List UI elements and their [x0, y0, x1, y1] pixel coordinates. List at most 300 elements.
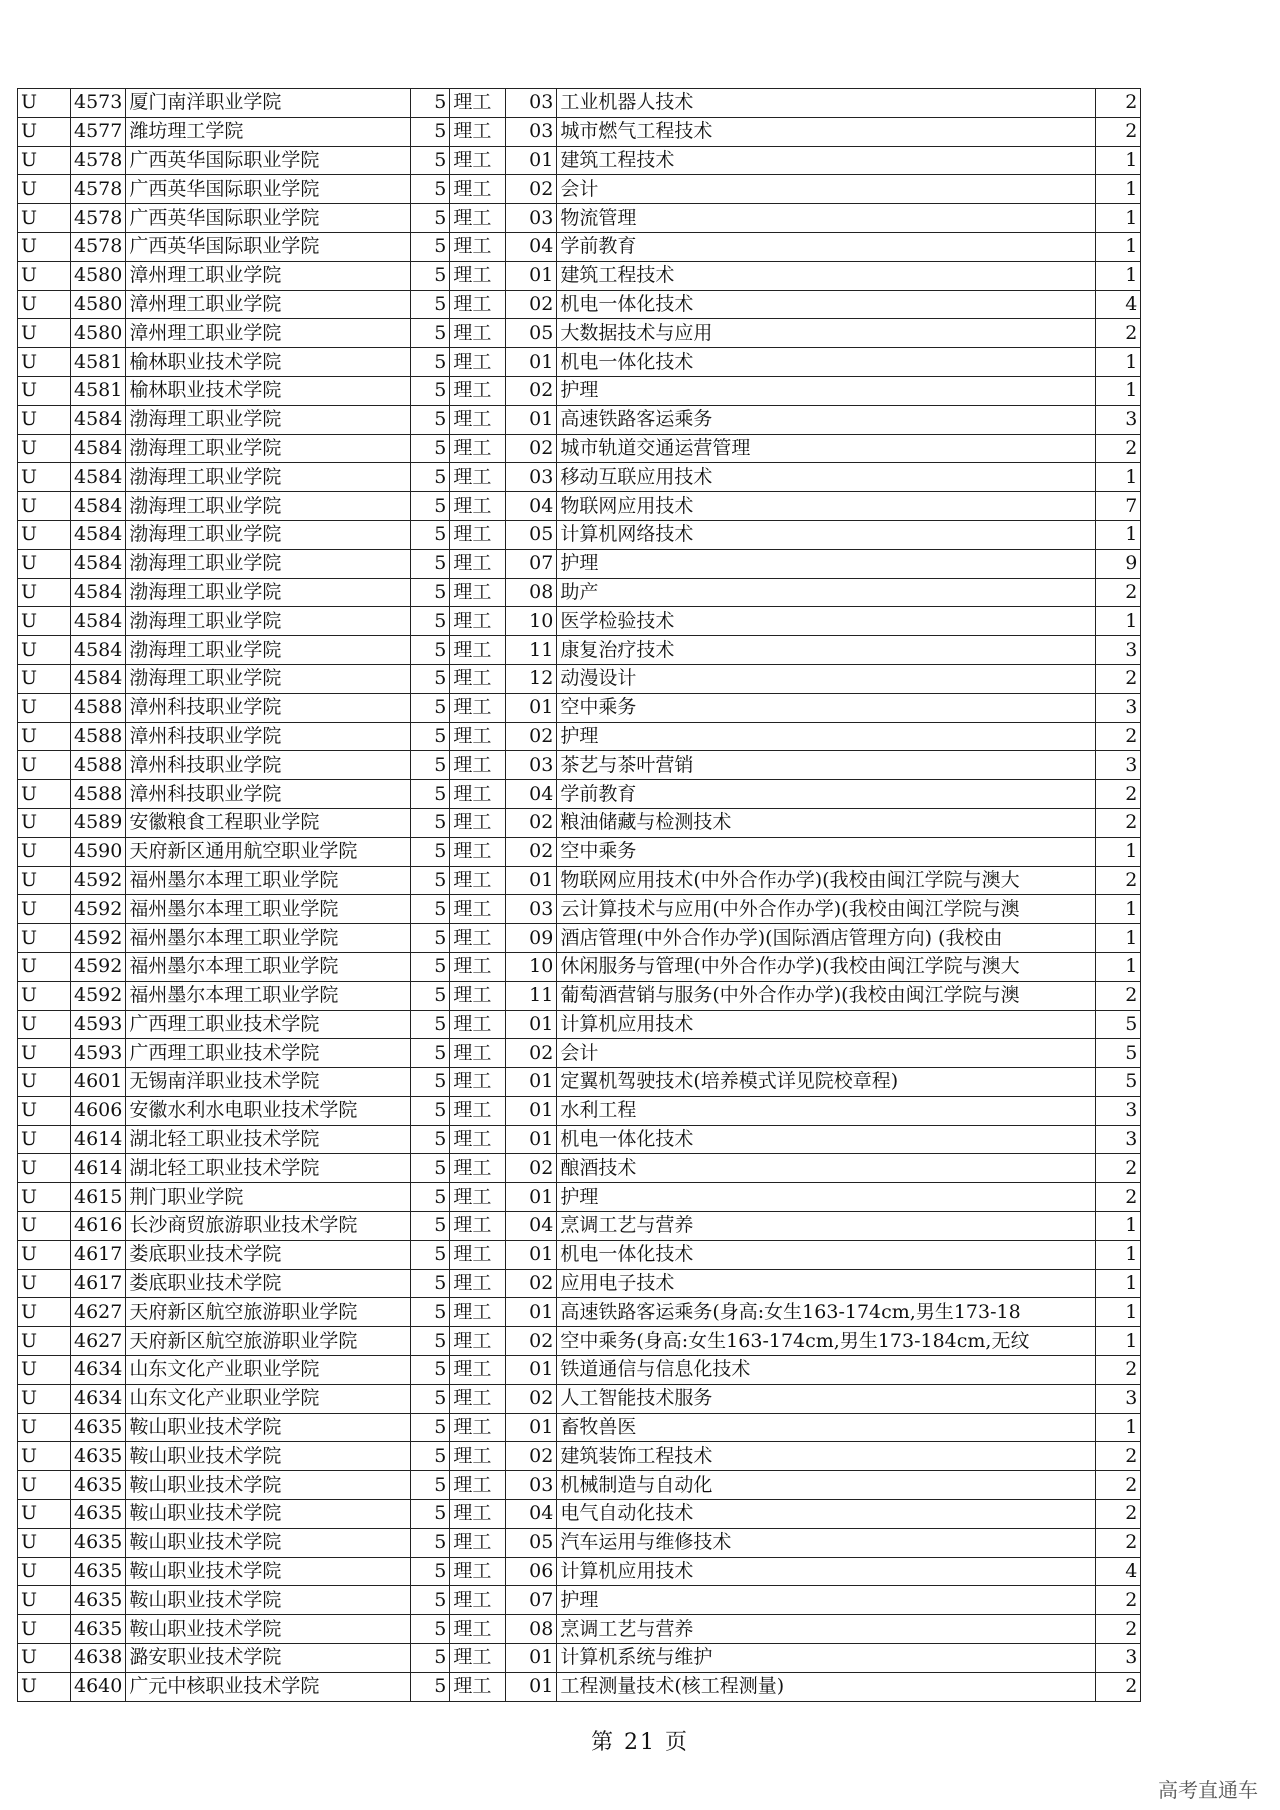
- plan-count-cell: 5: [1096, 1010, 1141, 1039]
- years-cell: 5: [411, 434, 450, 463]
- school-name-cell: 鞍山职业技术学院: [126, 1586, 411, 1615]
- years-cell: 5: [411, 837, 450, 866]
- batch-cell: U: [18, 1586, 71, 1615]
- major-code-cell: 05: [506, 1528, 557, 1557]
- years-cell: 5: [411, 952, 450, 981]
- school-name-cell: 娄底职业技术学院: [126, 1269, 411, 1298]
- years-cell: 5: [411, 1240, 450, 1269]
- category-cell: 理工: [450, 837, 506, 866]
- plan-count-cell: 3: [1096, 1384, 1141, 1413]
- years-cell: 5: [411, 204, 450, 233]
- plan-count-cell: 3: [1096, 1096, 1141, 1125]
- school-name-cell: 广西英华国际职业学院: [126, 146, 411, 175]
- table-row: [18, 492, 1141, 521]
- years-cell: 5: [411, 405, 450, 434]
- major-name-cell: 机械制造与自动化: [557, 1471, 1096, 1500]
- major-name-cell: 酿酒技术: [557, 1154, 1096, 1183]
- category-cell: 理工: [450, 1212, 506, 1241]
- school-name-cell: 福州墨尔本理工职业学院: [126, 924, 411, 953]
- batch-cell: U: [18, 290, 71, 319]
- plan-count-cell: 1: [1096, 232, 1141, 261]
- major-name-cell: 城市燃气工程技术: [557, 117, 1096, 146]
- major-code-cell: 11: [506, 981, 557, 1010]
- school-name-cell: 渤海理工职业学院: [126, 664, 411, 693]
- major-code-cell: 03: [506, 463, 557, 492]
- batch-cell: U: [18, 607, 71, 636]
- school-name-cell: 潞安职业技术学院: [126, 1644, 411, 1673]
- plan-count-cell: 3: [1096, 751, 1141, 780]
- school-name-cell: 湖北轻工职业技术学院: [126, 1125, 411, 1154]
- table-row: [18, 1471, 1141, 1500]
- major-code-cell: 12: [506, 664, 557, 693]
- major-code-cell: 02: [506, 434, 557, 463]
- category-cell: 理工: [450, 693, 506, 722]
- years-cell: 5: [411, 1672, 450, 1701]
- years-cell: 5: [411, 146, 450, 175]
- school-name-cell: 鞍山职业技术学院: [126, 1528, 411, 1557]
- category-cell: 理工: [450, 1068, 506, 1097]
- batch-cell: U: [18, 636, 71, 665]
- school-name-cell: 山东文化产业职业学院: [126, 1384, 411, 1413]
- school-name-cell: 鞍山职业技术学院: [126, 1442, 411, 1471]
- major-name-cell: 机电一体化技术: [557, 348, 1096, 377]
- plan-count-cell: 1: [1096, 463, 1141, 492]
- major-name-cell: 粮油储藏与检测技术: [557, 808, 1096, 837]
- category-cell: 理工: [450, 1442, 506, 1471]
- school-name-cell: 无锡南洋职业技术学院: [126, 1068, 411, 1097]
- table-row: [18, 664, 1141, 693]
- table-row: [18, 549, 1141, 578]
- school-code-cell: 4635: [71, 1442, 126, 1471]
- table-row: [18, 636, 1141, 665]
- plan-count-cell: 2: [1096, 1586, 1141, 1615]
- major-code-cell: 03: [506, 1471, 557, 1500]
- batch-cell: U: [18, 1096, 71, 1125]
- table-body: [18, 89, 1141, 1702]
- major-code-cell: 11: [506, 636, 557, 665]
- table-row: [18, 1615, 1141, 1644]
- major-code-cell: 02: [506, 1327, 557, 1356]
- plan-count-cell: 2: [1096, 319, 1141, 348]
- years-cell: 5: [411, 1327, 450, 1356]
- table-row: [18, 1644, 1141, 1673]
- years-cell: 5: [411, 1039, 450, 1068]
- years-cell: 5: [411, 866, 450, 895]
- major-name-cell: 休闲服务与管理(中外合作办学)(我校由闽江学院与澳大: [557, 952, 1096, 981]
- major-name-cell: 茶艺与茶叶营销: [557, 751, 1096, 780]
- years-cell: 5: [411, 376, 450, 405]
- table-row: [18, 520, 1141, 549]
- school-name-cell: 榆林职业技术学院: [126, 348, 411, 377]
- category-cell: 理工: [450, 1672, 506, 1701]
- major-name-cell: 计算机应用技术: [557, 1010, 1096, 1039]
- category-cell: 理工: [450, 1528, 506, 1557]
- school-name-cell: 山东文化产业职业学院: [126, 1356, 411, 1385]
- major-name-cell: 建筑工程技术: [557, 261, 1096, 290]
- major-name-cell: 物联网应用技术: [557, 492, 1096, 521]
- major-name-cell: 城市轨道交通运营管理: [557, 434, 1096, 463]
- school-code-cell: 4640: [71, 1672, 126, 1701]
- major-name-cell: 建筑工程技术: [557, 146, 1096, 175]
- major-name-cell: 护理: [557, 549, 1096, 578]
- table-row: [18, 751, 1141, 780]
- batch-cell: U: [18, 1039, 71, 1068]
- school-code-cell: 4592: [71, 924, 126, 953]
- category-cell: 理工: [450, 175, 506, 204]
- category-cell: 理工: [450, 376, 506, 405]
- school-code-cell: 4588: [71, 780, 126, 809]
- table-row: [18, 837, 1141, 866]
- years-cell: 5: [411, 1384, 450, 1413]
- plan-count-cell: 2: [1096, 89, 1141, 118]
- years-cell: 5: [411, 348, 450, 377]
- school-code-cell: 4584: [71, 549, 126, 578]
- batch-cell: U: [18, 837, 71, 866]
- plan-count-cell: 2: [1096, 1471, 1141, 1500]
- table-row: [18, 1528, 1141, 1557]
- major-name-cell: 建筑装饰工程技术: [557, 1442, 1096, 1471]
- batch-cell: U: [18, 1615, 71, 1644]
- plan-count-cell: 2: [1096, 1528, 1141, 1557]
- table-row: [18, 348, 1141, 377]
- school-name-cell: 渤海理工职业学院: [126, 405, 411, 434]
- plan-count-cell: 9: [1096, 549, 1141, 578]
- plan-count-cell: 2: [1096, 1183, 1141, 1212]
- category-cell: 理工: [450, 348, 506, 377]
- school-code-cell: 4627: [71, 1298, 126, 1327]
- major-code-cell: 08: [506, 578, 557, 607]
- major-name-cell: 烹调工艺与营养: [557, 1615, 1096, 1644]
- major-name-cell: 水利工程: [557, 1096, 1096, 1125]
- category-cell: 理工: [450, 1125, 506, 1154]
- school-code-cell: 4584: [71, 520, 126, 549]
- major-code-cell: 01: [506, 1068, 557, 1097]
- school-code-cell: 4635: [71, 1471, 126, 1500]
- years-cell: 5: [411, 751, 450, 780]
- category-cell: 理工: [450, 434, 506, 463]
- major-name-cell: 高速铁路客运乘务: [557, 405, 1096, 434]
- major-code-cell: 01: [506, 1096, 557, 1125]
- major-code-cell: 03: [506, 89, 557, 118]
- batch-cell: U: [18, 1068, 71, 1097]
- table-row: [18, 895, 1141, 924]
- plan-count-cell: 1: [1096, 1327, 1141, 1356]
- major-name-cell: 空中乘务(身高:女生163-174cm,男生173-184cm,无纹: [557, 1327, 1096, 1356]
- table-row: [18, 981, 1141, 1010]
- plan-count-cell: 1: [1096, 924, 1141, 953]
- school-code-cell: 4592: [71, 952, 126, 981]
- batch-cell: U: [18, 1240, 71, 1269]
- batch-cell: U: [18, 1557, 71, 1586]
- major-code-cell: 09: [506, 924, 557, 953]
- category-cell: 理工: [450, 1586, 506, 1615]
- years-cell: 5: [411, 981, 450, 1010]
- batch-cell: U: [18, 520, 71, 549]
- major-code-cell: 04: [506, 492, 557, 521]
- school-name-cell: 渤海理工职业学院: [126, 636, 411, 665]
- plan-count-cell: 2: [1096, 1154, 1141, 1183]
- plan-count-cell: 2: [1096, 1500, 1141, 1529]
- batch-cell: U: [18, 492, 71, 521]
- major-code-cell: 08: [506, 1615, 557, 1644]
- years-cell: 5: [411, 319, 450, 348]
- major-name-cell: 护理: [557, 376, 1096, 405]
- school-code-cell: 4580: [71, 261, 126, 290]
- major-code-cell: 02: [506, 722, 557, 751]
- table-row: [18, 1557, 1141, 1586]
- school-code-cell: 4635: [71, 1586, 126, 1615]
- plan-count-cell: 1: [1096, 261, 1141, 290]
- school-name-cell: 榆林职业技术学院: [126, 376, 411, 405]
- batch-cell: U: [18, 664, 71, 693]
- category-cell: 理工: [450, 1327, 506, 1356]
- major-name-cell: 护理: [557, 1586, 1096, 1615]
- school-code-cell: 4615: [71, 1183, 126, 1212]
- category-cell: 理工: [450, 1010, 506, 1039]
- school-name-cell: 漳州科技职业学院: [126, 751, 411, 780]
- school-name-cell: 广西英华国际职业学院: [126, 204, 411, 233]
- plan-count-cell: 3: [1096, 693, 1141, 722]
- school-code-cell: 4584: [71, 636, 126, 665]
- table-row: [18, 1500, 1141, 1529]
- school-name-cell: 漳州科技职业学院: [126, 693, 411, 722]
- years-cell: 5: [411, 520, 450, 549]
- table-row: [18, 204, 1141, 233]
- plan-count-cell: 5: [1096, 1068, 1141, 1097]
- years-cell: 5: [411, 1557, 450, 1586]
- batch-cell: U: [18, 1298, 71, 1327]
- table-row: [18, 405, 1141, 434]
- years-cell: 5: [411, 1269, 450, 1298]
- plan-count-cell: 3: [1096, 636, 1141, 665]
- school-name-cell: 广元中核职业技术学院: [126, 1672, 411, 1701]
- table-row: [18, 376, 1141, 405]
- major-name-cell: 工业机器人技术: [557, 89, 1096, 118]
- major-code-cell: 06: [506, 1557, 557, 1586]
- school-code-cell: 4616: [71, 1212, 126, 1241]
- table-row: [18, 1356, 1141, 1385]
- category-cell: 理工: [450, 1298, 506, 1327]
- plan-count-cell: 2: [1096, 434, 1141, 463]
- plan-count-cell: 1: [1096, 1298, 1141, 1327]
- category-cell: 理工: [450, 924, 506, 953]
- category-cell: 理工: [450, 117, 506, 146]
- plan-count-cell: 1: [1096, 520, 1141, 549]
- major-code-cell: 01: [506, 348, 557, 377]
- table-row: [18, 1586, 1141, 1615]
- plan-count-cell: 1: [1096, 1240, 1141, 1269]
- major-code-cell: 04: [506, 780, 557, 809]
- major-code-cell: 07: [506, 1586, 557, 1615]
- admission-plan-table: [17, 88, 1141, 1702]
- school-name-cell: 渤海理工职业学院: [126, 492, 411, 521]
- school-name-cell: 漳州科技职业学院: [126, 722, 411, 751]
- plan-count-cell: 2: [1096, 722, 1141, 751]
- school-code-cell: 4601: [71, 1068, 126, 1097]
- category-cell: 理工: [450, 895, 506, 924]
- years-cell: 5: [411, 636, 450, 665]
- table-row: [18, 463, 1141, 492]
- school-code-cell: 4592: [71, 981, 126, 1010]
- category-cell: 理工: [450, 290, 506, 319]
- school-code-cell: 4638: [71, 1644, 126, 1673]
- category-cell: 理工: [450, 1644, 506, 1673]
- table-row: [18, 1298, 1141, 1327]
- school-code-cell: 4580: [71, 290, 126, 319]
- batch-cell: U: [18, 434, 71, 463]
- category-cell: 理工: [450, 1096, 506, 1125]
- table-row: [18, 1384, 1141, 1413]
- batch-cell: U: [18, 261, 71, 290]
- years-cell: 5: [411, 1154, 450, 1183]
- table-row: [18, 146, 1141, 175]
- major-name-cell: 学前教育: [557, 780, 1096, 809]
- category-cell: 理工: [450, 981, 506, 1010]
- years-cell: 5: [411, 924, 450, 953]
- school-code-cell: 4614: [71, 1154, 126, 1183]
- batch-cell: U: [18, 578, 71, 607]
- years-cell: 5: [411, 578, 450, 607]
- plan-count-cell: 2: [1096, 117, 1141, 146]
- school-name-cell: 厦门南洋职业学院: [126, 89, 411, 118]
- years-cell: 5: [411, 549, 450, 578]
- years-cell: 5: [411, 232, 450, 261]
- plan-count-cell: 1: [1096, 952, 1141, 981]
- category-cell: 理工: [450, 1384, 506, 1413]
- school-code-cell: 4606: [71, 1096, 126, 1125]
- school-code-cell: 4635: [71, 1557, 126, 1586]
- category-cell: 理工: [450, 1615, 506, 1644]
- table-row: [18, 1269, 1141, 1298]
- school-name-cell: 娄底职业技术学院: [126, 1240, 411, 1269]
- table-row: [18, 1096, 1141, 1125]
- school-code-cell: 4634: [71, 1356, 126, 1385]
- batch-cell: U: [18, 1212, 71, 1241]
- batch-cell: U: [18, 1327, 71, 1356]
- batch-cell: U: [18, 1154, 71, 1183]
- major-code-cell: 02: [506, 1039, 557, 1068]
- major-code-cell: 01: [506, 1356, 557, 1385]
- school-name-cell: 福州墨尔本理工职业学院: [126, 895, 411, 924]
- plan-count-cell: 1: [1096, 895, 1141, 924]
- major-code-cell: 04: [506, 1212, 557, 1241]
- major-code-cell: 02: [506, 1269, 557, 1298]
- table-row: [18, 808, 1141, 837]
- major-code-cell: 02: [506, 376, 557, 405]
- plan-count-cell: 1: [1096, 1269, 1141, 1298]
- category-cell: 理工: [450, 232, 506, 261]
- table-row: [18, 1212, 1141, 1241]
- school-name-cell: 漳州科技职业学院: [126, 780, 411, 809]
- major-name-cell: 计算机系统与维护: [557, 1644, 1096, 1673]
- major-code-cell: 01: [506, 1125, 557, 1154]
- school-code-cell: 4593: [71, 1039, 126, 1068]
- batch-cell: U: [18, 146, 71, 175]
- school-code-cell: 4584: [71, 492, 126, 521]
- school-code-cell: 4634: [71, 1384, 126, 1413]
- major-code-cell: 01: [506, 693, 557, 722]
- plan-count-cell: 3: [1096, 405, 1141, 434]
- school-name-cell: 福州墨尔本理工职业学院: [126, 981, 411, 1010]
- table-row: [18, 175, 1141, 204]
- school-name-cell: 天府新区航空旅游职业学院: [126, 1327, 411, 1356]
- years-cell: 5: [411, 1068, 450, 1097]
- years-cell: 5: [411, 1644, 450, 1673]
- years-cell: 5: [411, 1528, 450, 1557]
- plan-count-cell: 2: [1096, 1672, 1141, 1701]
- plan-count-cell: 2: [1096, 866, 1141, 895]
- table-row: [18, 319, 1141, 348]
- school-code-cell: 4578: [71, 232, 126, 261]
- batch-cell: U: [18, 952, 71, 981]
- major-name-cell: 物流管理: [557, 204, 1096, 233]
- major-code-cell: 01: [506, 1644, 557, 1673]
- school-name-cell: 鞍山职业技术学院: [126, 1471, 411, 1500]
- batch-cell: U: [18, 895, 71, 924]
- batch-cell: U: [18, 175, 71, 204]
- school-name-cell: 漳州理工职业学院: [126, 290, 411, 319]
- category-cell: 理工: [450, 1240, 506, 1269]
- plan-count-cell: 2: [1096, 1615, 1141, 1644]
- table-row: [18, 1068, 1141, 1097]
- major-name-cell: 铁道通信与信息化技术: [557, 1356, 1096, 1385]
- table-row: [18, 780, 1141, 809]
- category-cell: 理工: [450, 751, 506, 780]
- major-name-cell: 移动互联应用技术: [557, 463, 1096, 492]
- table-row: [18, 261, 1141, 290]
- plan-count-cell: 1: [1096, 204, 1141, 233]
- major-code-cell: 01: [506, 405, 557, 434]
- school-code-cell: 4584: [71, 405, 126, 434]
- category-cell: 理工: [450, 261, 506, 290]
- school-code-cell: 4578: [71, 146, 126, 175]
- table-row: [18, 1672, 1141, 1701]
- table-row: [18, 232, 1141, 261]
- school-code-cell: 4584: [71, 664, 126, 693]
- years-cell: 5: [411, 895, 450, 924]
- plan-count-cell: 2: [1096, 780, 1141, 809]
- watermark-text: 高考直通车: [1158, 1778, 1258, 1802]
- school-name-cell: 天府新区通用航空职业学院: [126, 837, 411, 866]
- years-cell: 5: [411, 290, 450, 319]
- plan-count-cell: 3: [1096, 1125, 1141, 1154]
- major-code-cell: 02: [506, 1442, 557, 1471]
- batch-cell: U: [18, 722, 71, 751]
- years-cell: 5: [411, 1298, 450, 1327]
- major-code-cell: 01: [506, 1240, 557, 1269]
- batch-cell: U: [18, 463, 71, 492]
- major-code-cell: 01: [506, 1183, 557, 1212]
- category-cell: 理工: [450, 1471, 506, 1500]
- batch-cell: U: [18, 866, 71, 895]
- major-name-cell: 葡萄酒营销与服务(中外合作办学)(我校由闽江学院与澳: [557, 981, 1096, 1010]
- major-code-cell: 04: [506, 1500, 557, 1529]
- batch-cell: U: [18, 751, 71, 780]
- batch-cell: U: [18, 405, 71, 434]
- years-cell: 5: [411, 463, 450, 492]
- category-cell: 理工: [450, 319, 506, 348]
- batch-cell: U: [18, 1442, 71, 1471]
- years-cell: 5: [411, 89, 450, 118]
- school-name-cell: 荆门职业学院: [126, 1183, 411, 1212]
- school-name-cell: 广西英华国际职业学院: [126, 232, 411, 261]
- plan-count-cell: 4: [1096, 1557, 1141, 1586]
- major-code-cell: 02: [506, 175, 557, 204]
- major-name-cell: 定翼机驾驶技术(培养模式详见院校章程): [557, 1068, 1096, 1097]
- years-cell: 5: [411, 1413, 450, 1442]
- school-code-cell: 4589: [71, 808, 126, 837]
- years-cell: 5: [411, 1212, 450, 1241]
